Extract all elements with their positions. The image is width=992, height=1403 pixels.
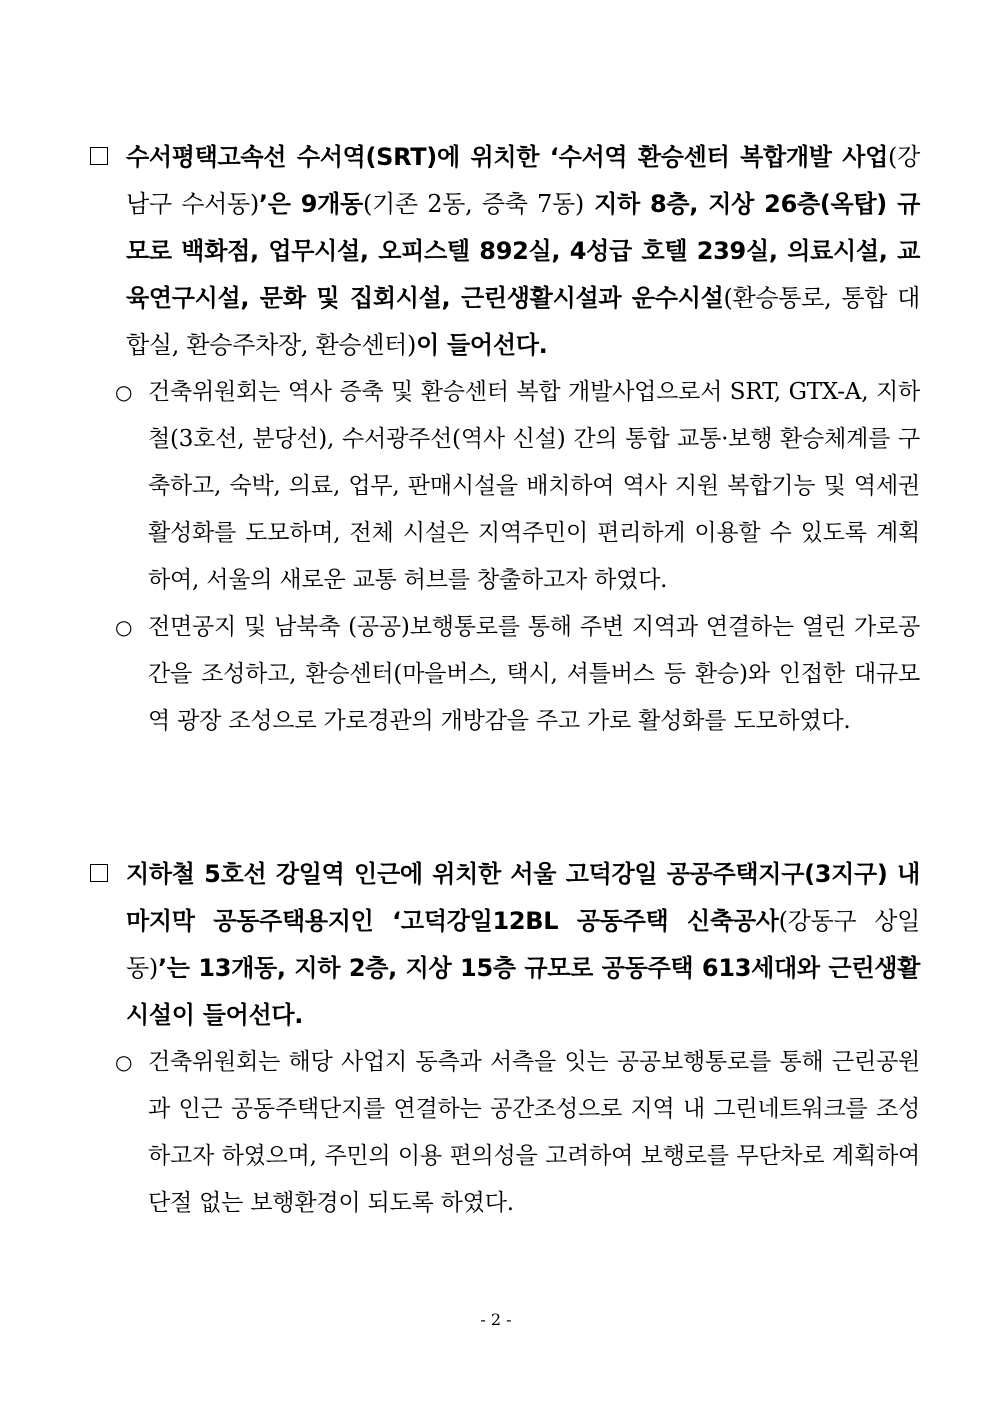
section-heading <box>90 134 920 369</box>
circle-bullet-icon: ○ <box>115 380 133 404</box>
heading-text: ’는 13개동, 지하 2층, 지상 15층 규모로 공동주택 613세대와 근린생활시설이 들어선다. <box>126 954 920 1029</box>
bullet-text: 건축위원회는 역사 증축 및 환승센터 복합 개발사업으로서 SRT, GTX-A, 지하철(3호선, 분당선), 수서광주선(역사 신설) 간의 통합 교통·보행 환승체계를 구축하고, 숙박, 의료, 업무, 판매시설을 배치하여 역사 지원 복합기능 및 역세권 활성화를 도모하며, 전체 시설은 지역주민이 편리하게 이용할 수 있도록 계획하여, 서울의 새로운 교통 허브를 창출하고자 하였다. <box>148 379 920 593</box>
heading-text: (강남구 수서동) <box>126 143 920 218</box>
bullet-paragraph <box>112 369 920 604</box>
heading-text: 이 들어선다. <box>416 331 548 359</box>
section-suseo <box>90 134 920 745</box>
bullet-text: 전면공지 및 남북축 (공공)보행통로를 통해 주변 지역과 연결하는 열린 가로공간을 조성하고, 환승센터(마을버스, 택시, 셔틀버스 등 환승)와 인접한 대규모 역 광장 조성으로 가로경관의 개방감을 주고 가로 활성화를 도모하였다. <box>148 614 920 734</box>
bullet-paragraph <box>112 604 920 745</box>
circle-bullet-icon: ○ <box>115 615 133 639</box>
heading-text: 수서평택고속선 수서역(SRT)에 위치한 ‘수서역 환승센터 복합개발 사업 <box>126 143 889 171</box>
page-number: - 2 - <box>480 1310 512 1329</box>
bullet-paragraph <box>112 1039 920 1227</box>
heading-text: (강동구 상일동) <box>126 907 921 982</box>
heading-text: (환승통로, 통합 대합실, 환승주차장, 환승센터) <box>126 284 920 359</box>
section-heading <box>90 851 920 1039</box>
section-godeok <box>90 851 920 1227</box>
bullet-text: 건축위원회는 해당 사업지 동측과 서측을 잇는 공공보행통로를 통해 근린공원과 인근 공동주택단지를 연결하는 공간조성으로 지역 내 그린네트워크를 조성하고자 하였으며, 주민의 이용 편의성을 고려하여 보행로를 무단차로 계획하여 단절 없는 보행환경이 되도록 하였다. <box>148 1049 920 1216</box>
heading-text: 지하철 5호선 강일역 인근에 위치한 서울 고덕강일 공공주택지구(3지구) 내 마지막 공동주택용지인 ‘고덕강일12BL 공동주택 신축공사 <box>126 860 920 935</box>
heading-text: (기존 2동, 증축 7동) <box>362 190 584 218</box>
heading-text: 지하 8층, 지상 26층(옥탑) 규모로 백화점, 업무시설, 오피스텔 892실, 4성급 호텔 239실, 의료시설, 교육연구시설, 문화 및 집회시설, 근린생활시설과 운수시설 <box>126 190 921 312</box>
heading-text: ’은 9개동 <box>258 190 363 218</box>
circle-bullet-icon: ○ <box>115 1050 133 1074</box>
checkbox-square-icon <box>90 147 108 165</box>
checkbox-square-icon <box>90 864 108 882</box>
